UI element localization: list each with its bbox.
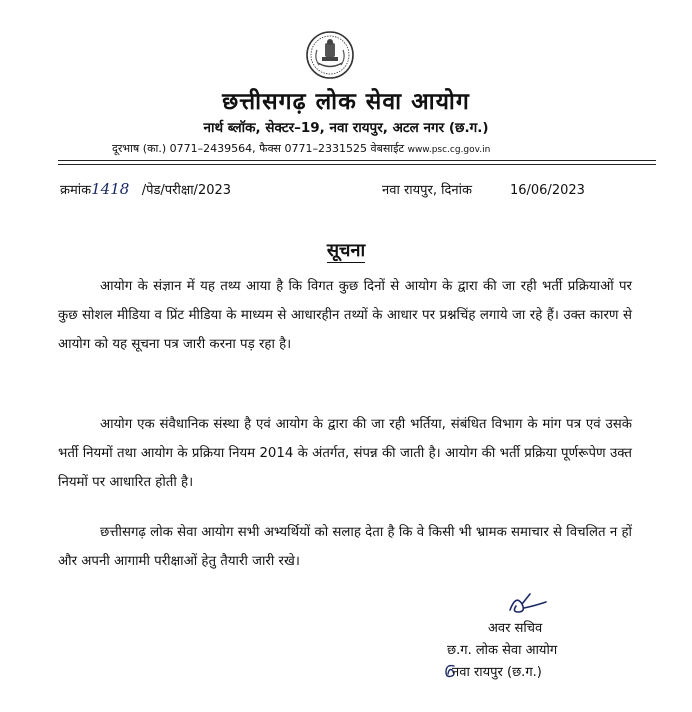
notice-paragraph-2: आयोग एक संवैधानिक संस्था है एवं आयोग के द्वारा की जा रही भर्तिया, संबंधित विभाग के मांग पत्र एवं उसके भर्ती नियमों तथा आयोग के प्रक्रिया नियम 2014 के अंतर्गत, संपन्न की जाती है। आयोग की भर्ती प्रक्रिया पूर्णरूपेण उक्त नियमों पर आधारित होती है। [58, 417, 632, 490]
date-value: 16/06/2023 [509, 183, 585, 198]
notice-title-text: सूचना [326, 240, 366, 261]
reference-handwritten-number: 1418 [91, 180, 130, 198]
signatory-office: छ.ग. लोक सेवा आयोग [447, 643, 558, 658]
organization-address: नार्थ ब्लॉक, सेक्टर–19, नवा रायपुर, अटल नगर (छ.ग.) [203, 120, 489, 136]
organization-name: छत्तीसगढ़ लोक सेवा आयोग [222, 89, 470, 115]
reference-place: नवा रायपुर, दिनांक [382, 183, 472, 198]
contact-text: दूरभाष (का.) 0771–2439564, फैक्स 0771–2331525 वेबसाईट [112, 142, 405, 155]
signatory-designation: अवर सचिव [488, 621, 543, 636]
reference-date [382, 180, 585, 198]
contact-line [112, 141, 490, 156]
signature-mark [502, 590, 550, 618]
notice-paragraph-3: छत्तीसगढ़ लोक सेवा आयोग सभी अभ्यर्थियों को सलाह देता है कि वे किसी भी भ्रामक समाचार से विचलित न हों और अपनी आगामी परीक्षाओं हेतु तैयारी जारी रखे। [58, 525, 632, 569]
website-link[interactable]: www.psc.cg.gov.in [407, 145, 491, 155]
header-divider [58, 160, 656, 161]
signatory-location: नवा रायपुर (छ.ग.) [452, 665, 542, 680]
reference-number [60, 180, 231, 198]
reference-suffix: /पेड/परीक्षा/2023 [141, 183, 232, 198]
notice-paragraph-1: आयोग के संज्ञान में यह तथ्य आया है कि विगत कुछ दिनों से आयोग के द्वारा की जा रही भर्ती प्रक्रियाओं पर कुछ सोशल मीडिया व प्रिंट मीडिया के माध्यम से आधारहीन तथ्यों के आधार पर प्रश्नचिंह लगाये जा रहे हैं। उक्त कारण से आयोग को यह सूचना पत्र जारी करना पड़ रहा है। [58, 279, 632, 352]
header-divider-secondary [58, 164, 656, 165]
state-emblem-icon [305, 30, 355, 80]
reference-prefix: क्रमांक [60, 183, 92, 198]
notice-title [0, 238, 692, 262]
